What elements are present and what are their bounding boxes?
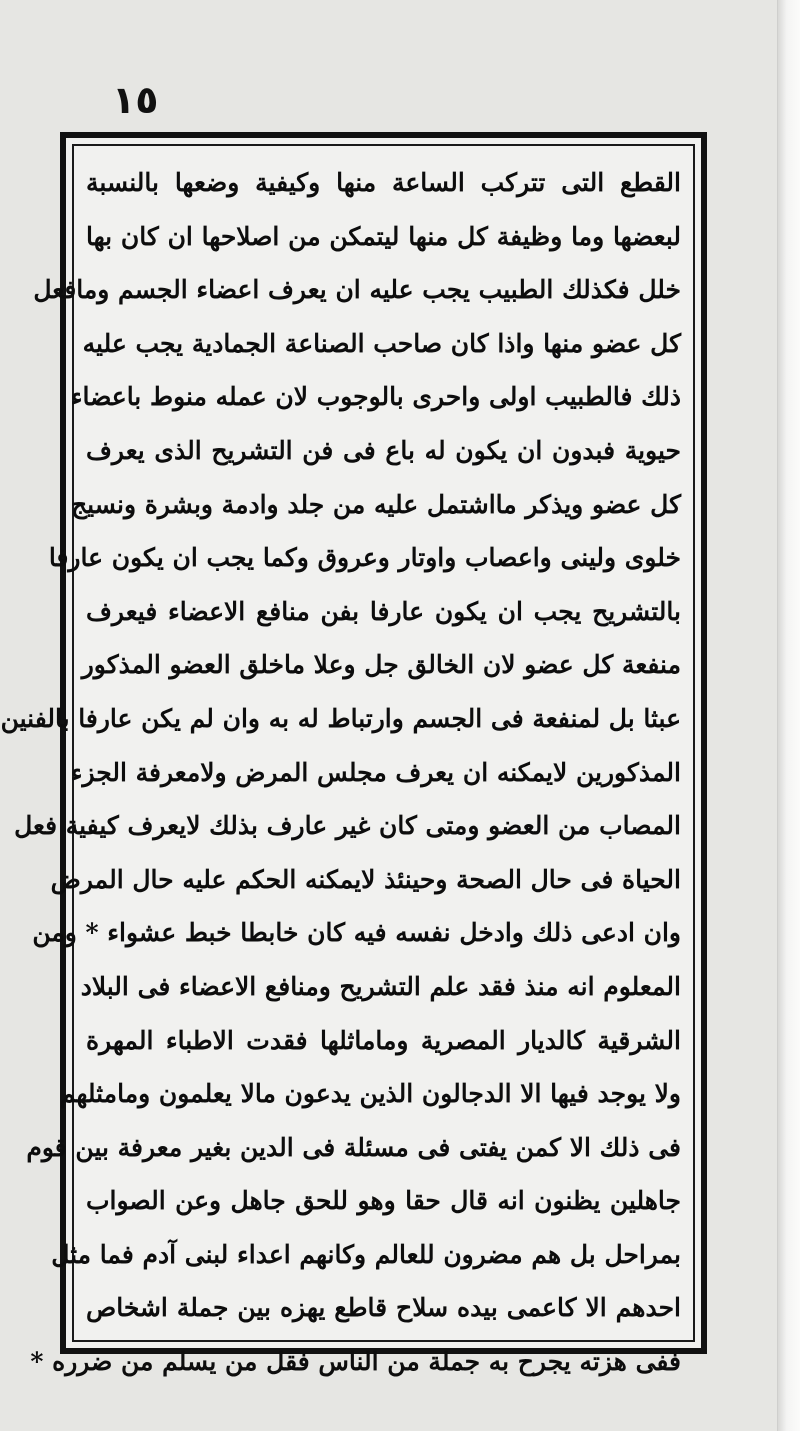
text-line: ولا يوجد فيها الا الدجالون الذين يدعون مالا يعلمون ومامثلهم — [59, 1079, 681, 1109]
text-frame-outer — [0, 132, 707, 1377]
text-line: لبعضها وما وظيفة كل منها ليتمكن من اصلاحها ان كان بها — [86, 221, 681, 251]
text-line: احدهم الا كاعمى بيده سلاح قاطع يهزه بين جملة اشخاص — [86, 1293, 681, 1323]
text-line: فى ذلك الا كمن يفتى فى مسئلة فى الدين بغير معرفة بين قوم — [26, 1132, 681, 1162]
text-line: كل عضو ويذكر مااشتمل عليه من جلد وادمة وبشرة ونسيج — [71, 489, 681, 519]
text-line: ففى هزته يجرح به جملة من الناس فقل من يسلم من ضرره * — [30, 1347, 681, 1377]
page-edge-shadow — [777, 0, 800, 1431]
text-line: كل عضو منها واذا كان صاحب الصناعة الجمادية يجب عليه — [82, 328, 681, 358]
text-line: عبثا بل لمنفعة فى الجسم وارتباط له به وان لم يكن عارفا بالفنين — [0, 703, 681, 733]
text-line: خلل فكذلك الطبيب يجب عليه ان يعرف اعضاء الجسم ومافعل — [33, 275, 681, 305]
text-line: الشرقية كالديار المصرية وماماثلها فقدت الاطباء المهرة — [86, 1025, 681, 1055]
text-line: جاهلين يظنون انه قال حقا وهو للحق جاهل وعن الصواب — [86, 1186, 681, 1216]
text-line: منفعة كل عضو لان الخالق جل وعلا ماخلق العضو المذكور — [81, 650, 681, 680]
text-line: المعلوم انه منذ فقد علم التشريح ومنافع الاعضاء فى البلاد — [80, 971, 681, 1001]
text-line: وان ادعى ذلك وادخل نفسه فيه كان خابطا خبط عشواء * ومن — [32, 918, 681, 948]
text-line: حيوية فبدون ان يكون له باع فى فن التشريح الذى يعرف — [86, 435, 681, 465]
text-line: خلوى ولينى واعصاب واوتار وعروق وكما يجب ان يكون عارفا — [48, 543, 681, 573]
text-line: المصاب من العضو ومتى كان غير عارف بذلك لايعرف كيفية فعل — [14, 811, 681, 841]
text-line: بمراحل بل هم مضرون للعالم وكانهم اعداء لبنى آدم فما مثل — [51, 1239, 681, 1269]
text-body — [0, 156, 681, 1389]
text-line: المذكورين لايمكنه ان يعرف مجلس المرض ولامعرفة الجزء — [70, 757, 681, 787]
text-line: ذلك فالطبيب اولى واحرى بالوجوب لان عمله منوط باعضاء — [70, 382, 681, 412]
text-frame-inner — [0, 144, 695, 1377]
page-number: ١٥ — [112, 78, 159, 122]
text-line: الحياة فى حال الصحة وحينئذ لايمكنه الحكم عليه حال المرض — [50, 864, 681, 894]
text-line: بالتشريح يجب ان يكون عارفا بفن منافع الاعضاء فيعرف — [86, 596, 681, 626]
text-line: القطع التى تتركب الساعة منها وكيفية وضعها بالنسبة — [86, 168, 681, 197]
